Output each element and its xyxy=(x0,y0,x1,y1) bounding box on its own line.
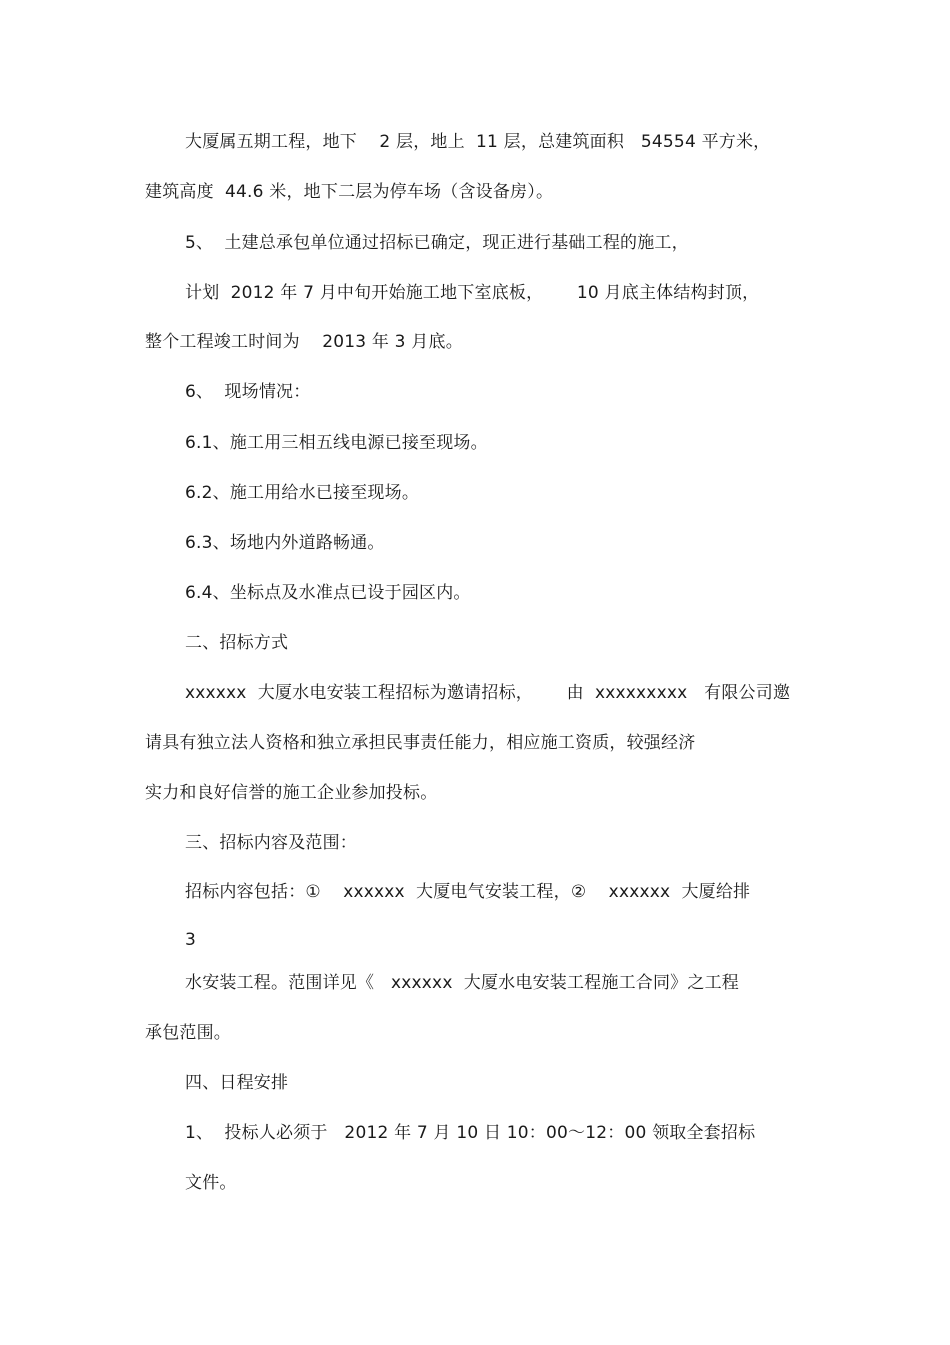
paragraph-line: 5、 土建总承包单位通过招标已确定，现正进行基础工程的施工， xyxy=(185,233,689,253)
section-heading: 四、日程安排 xyxy=(185,1073,289,1093)
list-item: 6.4、坐标点及水准点已设于园区内。 xyxy=(185,583,471,603)
list-item: 6.3、场地内外道路畅通。 xyxy=(185,533,385,553)
paragraph-line: 招标内容包括：① xxxxxx 大厦电气安装工程，② xxxxxx 大厦给排 xyxy=(185,882,751,902)
list-item: 6.1、施工用三相五线电源已接至现场。 xyxy=(185,433,488,453)
paragraph-line: 承包范围。 xyxy=(145,1023,231,1043)
list-item: 1、 投标人必须于 2012 年 7 月 10 日 10：00～12：00 领取全套招标 xyxy=(185,1123,756,1143)
paragraph-line: 请具有独立法人资格和独立承担民事责任能力，相应施工资质，较强经济 xyxy=(145,733,696,753)
paragraph-line: 计划 2012 年 7 月中旬开始施工地下室底板， 10 月底主体结构封顶， xyxy=(185,283,760,303)
section-heading: 三、招标内容及范围： xyxy=(185,833,357,853)
section-heading: 6、 现场情况： xyxy=(185,382,311,402)
paragraph-line: 文件。 xyxy=(185,1173,237,1193)
section-heading: 二、招标方式 xyxy=(185,633,289,653)
paragraph-line: 整个工程竣工时间为 2013 年 3 月底。 xyxy=(145,332,463,352)
list-item: 6.2、施工用给水已接至现场。 xyxy=(185,483,420,503)
paragraph-line: 实力和良好信誉的施工企业参加投标。 xyxy=(145,783,438,803)
page-number: 3 xyxy=(185,930,197,950)
paragraph-line: 大厦属五期工程，地下 2 层，地上 11 层，总建筑面积 54554 平方米， xyxy=(185,132,771,152)
paragraph-line: 水安装工程。范围详见《 xxxxxx 大厦水电安装工程施工合同》之工程 xyxy=(185,973,739,993)
paragraph-line: xxxxxx 大厦水电安装工程招标为邀请招标， 由 xxxxxxxxx 有限公司邀 xyxy=(185,683,791,703)
paragraph-line: 建筑高度 44.6 米，地下二层为停车场（含设备房）。 xyxy=(145,182,554,202)
